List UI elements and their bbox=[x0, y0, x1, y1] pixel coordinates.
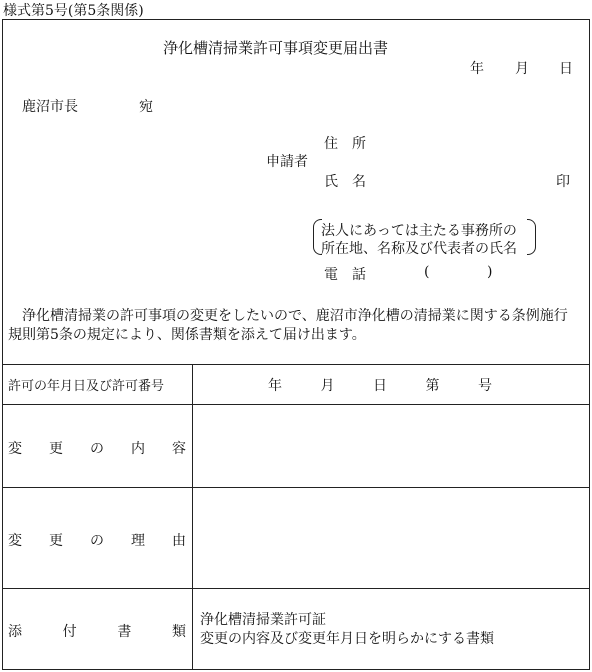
address-label-char-2: 所 bbox=[352, 136, 366, 152]
date-day-label: 日 bbox=[559, 61, 573, 77]
table-rule-1 bbox=[2, 364, 590, 365]
change-reason-char-1: 変 bbox=[8, 533, 22, 549]
change-content-char-3: の bbox=[90, 441, 104, 457]
table-column-divider bbox=[192, 364, 193, 670]
name-label-char-2: 名 bbox=[352, 174, 366, 190]
permit-no-suffix: 号 bbox=[478, 378, 492, 394]
statement-line-1: 浄化槽清掃業の許可事項の変更をしたいので、鹿沼市浄化槽の清掃業に関する条例施行 bbox=[22, 308, 568, 324]
form-frame bbox=[2, 19, 590, 670]
attachment-item-1: 浄化槽清掃業許可証 bbox=[200, 612, 326, 628]
corp-note-close-bracket bbox=[527, 219, 536, 255]
statement-line-2: 規則第5条の規定により、関係書類を添えて届け出ます。 bbox=[8, 327, 366, 343]
date-month-label: 月 bbox=[515, 61, 529, 77]
address-label-char-1: 住 bbox=[324, 136, 338, 152]
permit-date-number-label: 許可の年月日及び許可番号 bbox=[8, 379, 165, 394]
change-content-char-1: 変 bbox=[8, 441, 22, 457]
addressee-suffix: 宛 bbox=[139, 99, 153, 115]
change-reason-char-5: 由 bbox=[172, 533, 186, 549]
phone-label-char-1: 電 bbox=[324, 267, 338, 283]
corp-note-line-2: 所在地、名称及び代表者の氏名 bbox=[321, 241, 517, 257]
corp-note-line-1: 法人にあっては主たる事務所の bbox=[321, 223, 517, 239]
change-reason-char-4: 理 bbox=[131, 533, 145, 549]
permit-date-number-value bbox=[268, 375, 492, 395]
change-reason-char-3: の bbox=[90, 533, 104, 549]
phone-paren-open: ( bbox=[424, 264, 430, 280]
addressee-name: 鹿沼市長 bbox=[22, 99, 78, 115]
table-rule-2 bbox=[2, 404, 590, 405]
change-content-char-5: 容 bbox=[172, 441, 186, 457]
change-reason-label bbox=[8, 530, 186, 550]
attachments-char-1: 添 bbox=[8, 624, 22, 640]
phone-paren-close: ) bbox=[487, 264, 493, 280]
permit-month-label: 月 bbox=[320, 378, 335, 394]
form-number-label: 様式第5号(第5条関係) bbox=[3, 3, 144, 19]
seal-mark: 印 bbox=[556, 174, 570, 190]
attachments-char-2: 付 bbox=[62, 624, 77, 640]
permit-year-label: 年 bbox=[268, 378, 282, 394]
attachments-char-3: 書 bbox=[117, 624, 132, 640]
table-rule-4 bbox=[2, 588, 590, 589]
name-label-char-1: 氏 bbox=[324, 174, 338, 190]
change-content-char-2: 更 bbox=[49, 441, 63, 457]
attachment-item-2: 変更の内容及び変更年月日を明らかにする書類 bbox=[200, 631, 494, 647]
permit-no-prefix: 第 bbox=[425, 378, 440, 394]
table-rule-3 bbox=[2, 487, 590, 488]
change-content-label bbox=[8, 438, 186, 458]
date-year-label: 年 bbox=[470, 61, 484, 77]
change-content-char-4: 内 bbox=[131, 441, 145, 457]
applicant-label: 申請者 bbox=[266, 154, 308, 170]
change-reason-char-2: 更 bbox=[49, 533, 63, 549]
phone-label-char-2: 話 bbox=[352, 267, 366, 283]
attachments-char-4: 類 bbox=[171, 624, 186, 640]
document-title: 浄化槽清掃業許可事項変更届出書 bbox=[163, 39, 389, 57]
attachments-label bbox=[8, 621, 186, 641]
permit-day-label: 日 bbox=[373, 378, 387, 394]
